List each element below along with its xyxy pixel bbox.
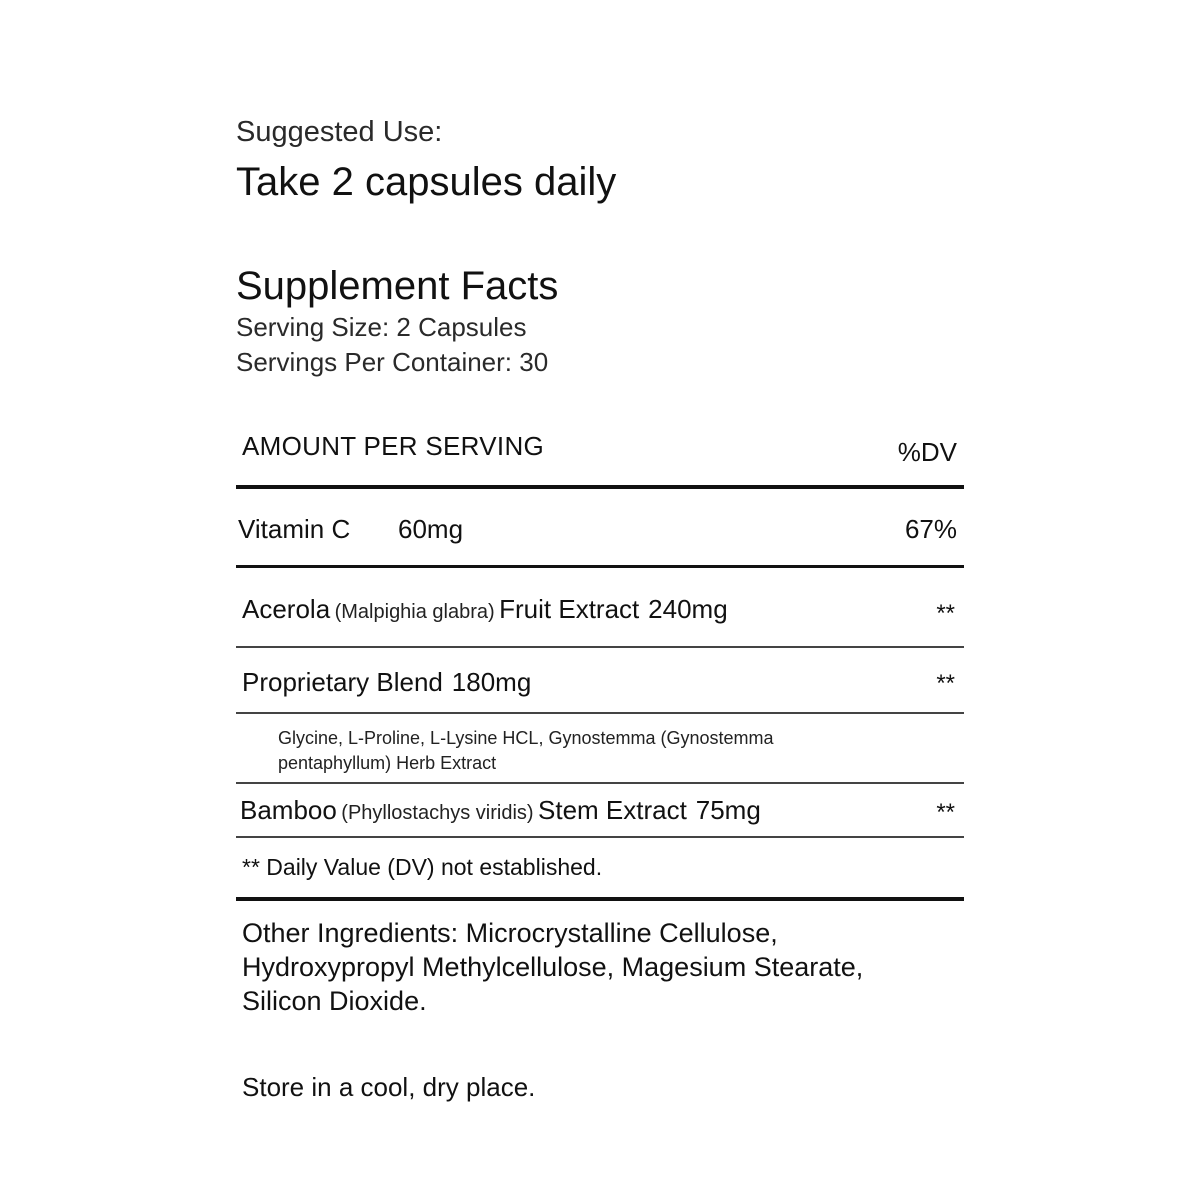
nutrient-name: Proprietary Blend xyxy=(242,667,443,697)
table-bottom-divider xyxy=(236,897,964,901)
suggested-use-label: Suggested Use: xyxy=(236,116,443,148)
other-ingredients: Other Ingredients: Microcrystalline Cellulose, Hydroxypropyl Methylcellulose, Magesium Stearate, Silicon Dioxide. xyxy=(242,918,864,1016)
nutrient-scientific-name: (Phyllostachys viridis) xyxy=(341,802,534,824)
row-divider xyxy=(236,836,964,838)
serving-size: Serving Size: 2 Capsules xyxy=(236,312,527,342)
storage-instructions: Store in a cool, dry place. xyxy=(242,1072,536,1102)
nutrient-name: Vitamin C xyxy=(238,514,351,544)
nutrient-dv: ** xyxy=(936,670,955,697)
row-divider xyxy=(236,782,964,784)
nutrient-row-acerola xyxy=(242,594,728,625)
nutrient-amount: 75mg xyxy=(695,795,761,825)
header-divider xyxy=(236,485,964,489)
nutrient-amount: 240mg xyxy=(648,594,728,624)
nutrient-suffix: Fruit Extract xyxy=(499,594,640,624)
nutrient-row-proprietary-blend xyxy=(242,667,531,698)
row-divider xyxy=(236,646,964,648)
nutrient-amount: 60mg xyxy=(398,514,464,544)
nutrient-dv: ** xyxy=(936,799,955,826)
daily-value-header: %DV xyxy=(897,437,957,467)
servings-per-container: Servings Per Container: 30 xyxy=(236,347,549,377)
nutrient-dv: 67% xyxy=(904,514,957,544)
supplement-facts-title: Supplement Facts xyxy=(236,264,559,308)
nutrient-scientific-name: (Malpighia glabra) xyxy=(334,601,495,623)
daily-value-note: ** Daily Value (DV) not established. xyxy=(242,854,603,880)
nutrient-dv: ** xyxy=(936,600,955,627)
amount-per-serving-header: AMOUNT PER SERVING xyxy=(242,431,545,461)
nutrient-name: Bamboo xyxy=(240,795,337,825)
nutrient-amount: 180mg xyxy=(451,667,532,697)
vitamin-divider xyxy=(236,565,964,568)
suggested-use-value: Take 2 capsules daily xyxy=(236,160,617,204)
blend-divider xyxy=(236,712,964,714)
nutrient-row-bamboo xyxy=(240,795,761,826)
nutrient-name: Acerola xyxy=(242,594,331,624)
blend-ingredients: Glycine, L-Proline, L-Lysine HCL, Gynostemma (Gynostemma pentaphyllum) Herb Extract xyxy=(278,728,774,773)
nutrient-suffix: Stem Extract xyxy=(538,795,687,825)
